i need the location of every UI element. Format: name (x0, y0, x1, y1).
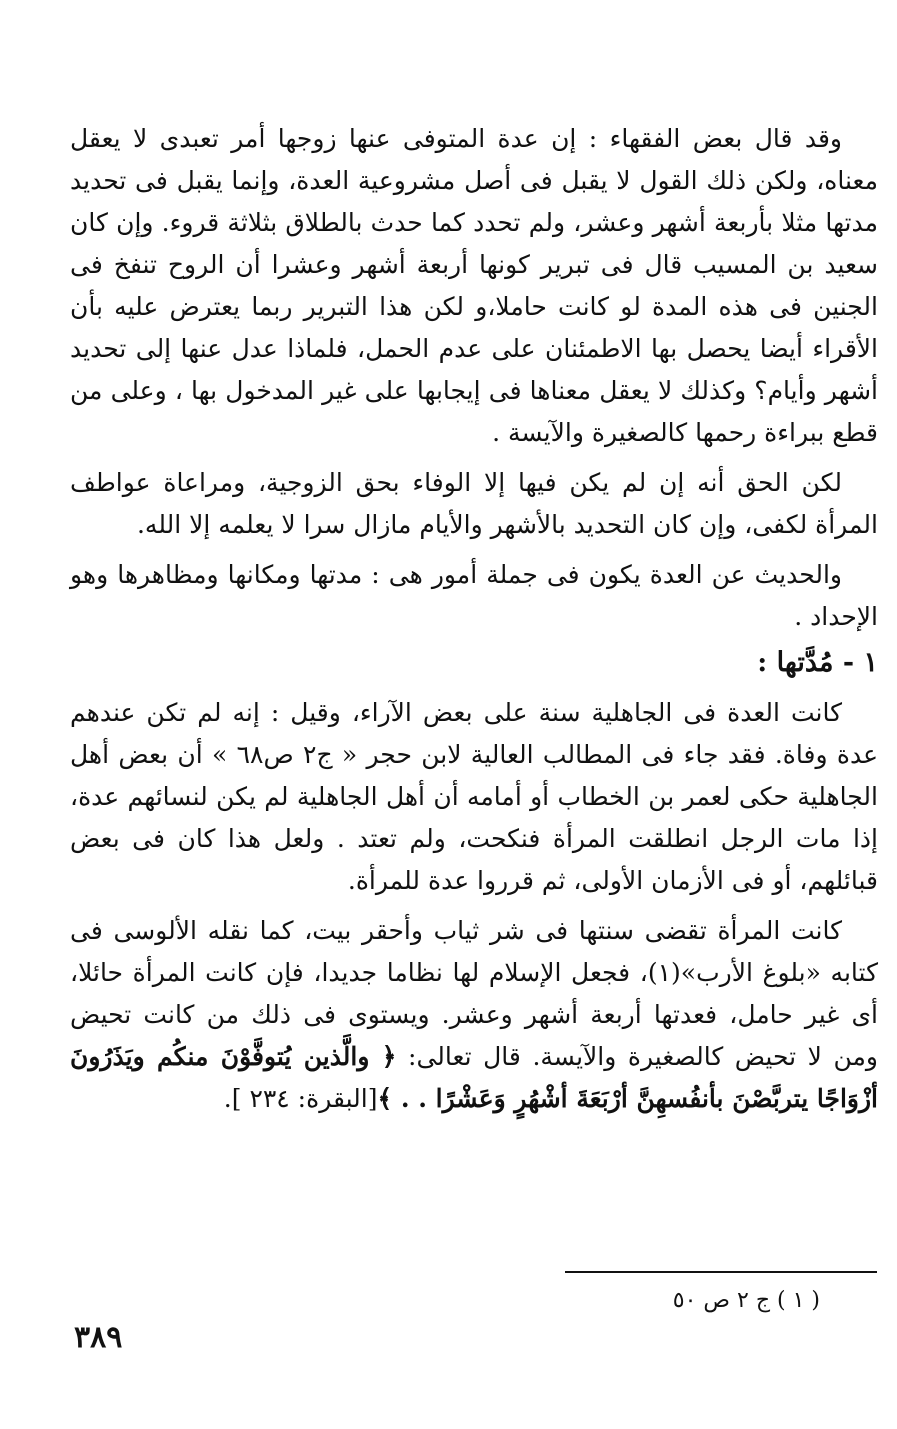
page-body (70, 118, 878, 1120)
paragraph-2: لكن الحق أنه إن لم يكن فيها إلا الوفاء بحق الزوجية، ومراعاة عواطف المرأة لكفى، وإن كان التحديد بالأشهر والأيام مازال سرا لا يعلمه إلا الله. (70, 468, 878, 539)
footnote: ( ١ ) ج ٢ ص ٥٠ (672, 1288, 820, 1313)
quran-verse: ﴿ والَّذين يُتوفَّوْنَ منكُم ويَذَرُونَ أزْوَاجًا يتربَّصْنَ بأنفُسهِنَّ أرْبَعَةَ أشْهُرٍ وَعَشْرًا . . ﴾ (70, 1042, 878, 1113)
paragraph-1: وقد قال بعض الفقهاء : إن عدة المتوفى عنها زوجها أمر تعبدى لا يعقل معناه، ولكن ذلك القول لا يقبل فى أصل مشروعية العدة، وإنما يقبل فى تحديد مدتها مثلا بأربعة أشهر وعشر، ولم تحدد كما حدث بالطلاق بثلاثة قروء. وإن كان سعيد بن المسيب قال فى تبرير كونها أربعة أشهر وعشرا أن الروح تنفخ فى الجنين فى هذه المدة لو كانت حاملا،و لكن هذا التبرير ربما يعترض عليه بأن الأقراء أيضا يحصل بها الاطمئنان على عدم الحمل، فلماذا عدل عنها إلى تحديد أشهر وأيام؟ وكذلك لا يعقل معناها فى إيجابها على غير المدخول بها ، وعلى من قطع ببراءة رحمها كالصغيرة والآيسة . (70, 124, 878, 447)
paragraph-3: والحديث عن العدة يكون فى جملة أمور هى : مدتها ومكانها ومظاهرها وهو الإحداد . (70, 560, 878, 631)
paragraph-5-text: كانت المرأة تقضى سنتها فى شر ثياب وأحقر بيت، كما نقله الألوسى فى كتابه «بلوغ الأرب»(١)، فجعل الإسلام لها نظاما جديدا، فإن كانت المرأة حائلا، أى غير حامل، فعدتها أربعة أشهر وعشر. ويستوى فى ذلك من كانت تحيض ومن لا تحيض كالصغيرة والآيسة. قال تعالى: (70, 916, 878, 1071)
section-heading: ١ - مُدَّتها : (757, 647, 878, 678)
paragraph-5 (70, 910, 878, 1120)
paragraph-4: كانت العدة فى الجاهلية سنة على بعض الآراء، وقيل : إنه لم تكن عندهم عدة وفاة. فقد جاء فى المطالب العالية لابن حجر « ج٢ ص٦٨ » أن بعض أهل الجاهلية حكى لعمر بن الخطاب أو أمامه أن أهل الجاهلية لم يكن لنسائهم عدة، إذا مات الرجل انطلقت المرأة فنكحت، ولم تعتد . ولعل هذا كان فى بعض قبائلهم، أو فى الأزمان الأولى، ثم قرروا عدة للمرأة. (70, 698, 878, 895)
page-number: ٣٨٩ (74, 1320, 123, 1355)
verse-reference: [البقرة: ٢٣٤ ]. (223, 1084, 378, 1113)
footnote-separator (565, 1271, 877, 1273)
